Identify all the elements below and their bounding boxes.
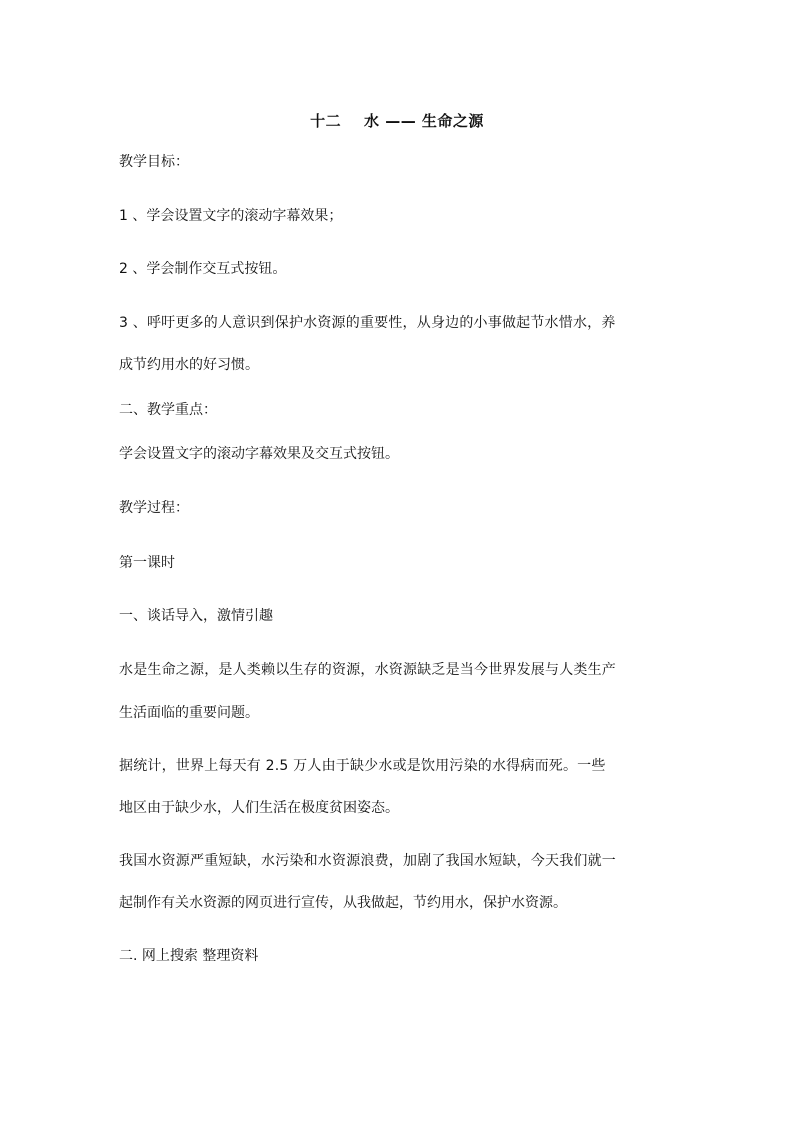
intro-paragraph-1-line-2: 生活面临的重要问题。 <box>119 705 259 721</box>
step-heading-intro: 一、谈话导入，激情引趣 <box>119 608 273 624</box>
lesson-label: 第一课时 <box>119 555 175 571</box>
section-heading-process: 教学过程： <box>119 500 189 516</box>
key-points-text: 学会设置文字的滚动字幕效果及交互式按钮。 <box>119 446 399 462</box>
intro-paragraph-2-line-2: 地区由于缺少水，人们生活在极度贫困姿态。 <box>119 800 399 816</box>
intro-paragraph-3-line-1: 我国水资源严重短缺，水污染和水资源浪费，加剧了我国水短缺，今天我们就一 <box>119 853 616 869</box>
objective-item-3-line-1: 3 、呼吁更多的人意识到保护水资源的重要性，从身边的小事做起节水惜水，养 <box>119 315 616 331</box>
objective-item-2: 2 、学会制作交互式按钮。 <box>119 261 287 277</box>
section-heading-objectives: 教学目标： <box>119 154 189 170</box>
objective-item-1: 1 、学会设置文字的滚动字幕效果； <box>119 208 343 224</box>
intro-paragraph-3-line-2: 起制作有关水资源的网页进行宣传，从我做起，节约用水，保护水资源。 <box>119 895 567 911</box>
objective-item-3-line-2: 成节约用水的好习惯。 <box>119 357 259 373</box>
step-heading-search: 二. 网上搜索 整理资料 <box>119 948 259 964</box>
intro-paragraph-2-line-1: 据统计，世界上每天有 2.5 万人由于缺少水或是饮用污染的水得病而死。一些 <box>119 758 606 774</box>
intro-paragraph-1-line-1: 水是生命之源，是人类赖以生存的资源，水资源缺乏是当今世界发展与人类生产 <box>119 662 616 678</box>
document-title: 十二 水 —— 生命之源 <box>310 112 484 130</box>
section-heading-key-points: 二、教学重点： <box>119 402 217 418</box>
